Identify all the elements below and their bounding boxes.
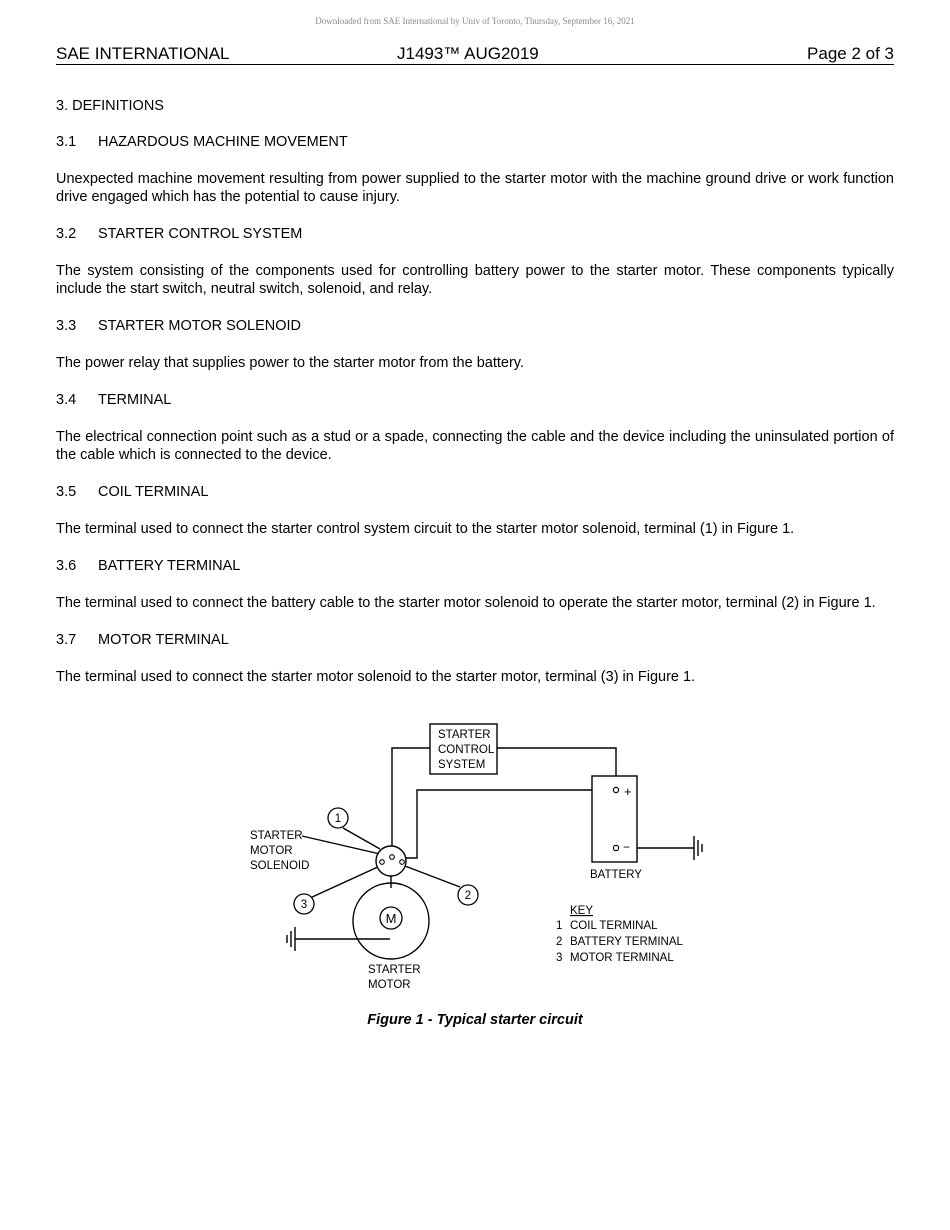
solenoid-label-line: MOTOR xyxy=(250,845,293,857)
callout-number: 2 xyxy=(464,890,472,902)
definition-title: STARTER MOTOR SOLENOID xyxy=(98,318,302,334)
key-number: 1 xyxy=(556,920,563,932)
definition-title: BATTERY TERMINAL xyxy=(98,558,241,574)
definition-heading xyxy=(56,133,894,151)
callout-1-leader xyxy=(343,828,380,849)
definition-heading xyxy=(56,391,894,409)
ground-icon xyxy=(694,836,702,860)
callout-2-leader xyxy=(405,866,460,887)
callout-number: 1 xyxy=(334,813,342,825)
key-label: MOTOR TERMINAL xyxy=(570,952,674,964)
definition-number: 3.6 xyxy=(56,558,77,574)
definition-text: Unexpected machine movement resulting from power supplied to the starter motor with the machine ground drive or work function drive engaged which has the potential to cause injury. xyxy=(56,171,894,205)
control-box-line: STARTER xyxy=(438,729,491,741)
definition-text: The terminal used to connect the starter control system circuit to the starter motor solenoid, terminal (1) in Figure 1. xyxy=(56,521,795,537)
header-page-number: Page 2 of 3 xyxy=(807,44,894,63)
definition-heading xyxy=(56,225,894,243)
definition-title: STARTER CONTROL SYSTEM xyxy=(98,226,303,242)
battery-label: BATTERY xyxy=(590,869,642,881)
battery-positive-cable xyxy=(402,790,616,858)
key-label: BATTERY TERMINAL xyxy=(570,936,683,948)
starter-circuit-figure xyxy=(240,718,720,1003)
solenoid-label-line: STARTER xyxy=(250,830,303,842)
definition-heading xyxy=(56,317,894,335)
definition-title: HAZARDOUS MACHINE MOVEMENT xyxy=(98,134,348,150)
header-document-number: J1493™ AUG2019 xyxy=(397,44,539,63)
battery-negative-terminal xyxy=(613,845,618,850)
download-note: Downloaded from SAE International by Univ of Toronto, Thursday, September 16, 2021 xyxy=(315,16,635,26)
motor-symbol: M xyxy=(385,911,397,926)
header-organization: SAE INTERNATIONAL xyxy=(56,44,230,63)
battery-plus-sign: + xyxy=(624,784,632,799)
coil-terminal-dot xyxy=(390,855,395,860)
solenoid-label-leader xyxy=(302,836,380,854)
solenoid-label-line: SOLENOID xyxy=(250,860,310,872)
definition-text: The terminal used to connect the battery cable to the starter motor solenoid to operate the starter motor, terminal (2) in Figure 1. xyxy=(56,595,876,611)
definition-title: COIL TERMINAL xyxy=(98,484,209,500)
definition-heading xyxy=(56,483,894,501)
key-label: COIL TERMINAL xyxy=(570,920,658,932)
motor-label-line: STARTER xyxy=(368,964,421,976)
section-title: 3. DEFINITIONS xyxy=(56,98,164,114)
battery-positive-terminal xyxy=(613,787,618,792)
ground-icon xyxy=(287,927,295,951)
battery-minus-sign: − xyxy=(623,840,631,854)
definition-number: 3.1 xyxy=(56,134,77,150)
definition-number: 3.3 xyxy=(56,318,77,334)
definition-title: TERMINAL xyxy=(98,392,172,408)
motor-terminal-dot xyxy=(380,860,385,865)
definition-text: The power relay that supplies power to the starter motor from the battery. xyxy=(56,355,524,371)
definition-title: MOTOR TERMINAL xyxy=(98,632,229,648)
battery-terminal-dot xyxy=(400,860,405,865)
definition-heading xyxy=(56,631,894,649)
document-body xyxy=(56,97,894,705)
definition-text: The electrical connection point such as a stud or a spade, connecting the cable and the device including the uninsulated portion of the cable which is connected to the device. xyxy=(56,429,894,463)
definition-text: The system consisting of the components used for controlling battery power to the starter motor. These components typically include the start switch, neutral switch, solenoid, and relay. xyxy=(56,263,894,297)
control-wire-left xyxy=(392,748,430,858)
key-number: 2 xyxy=(556,936,563,948)
callout-3-leader xyxy=(310,866,380,898)
callout-number: 3 xyxy=(300,899,308,911)
starter-circuit-diagram xyxy=(240,718,720,1003)
definition-number: 3.2 xyxy=(56,226,77,242)
key-title: KEY xyxy=(570,905,594,917)
definition-number: 3.5 xyxy=(56,484,77,500)
definition-number: 3.4 xyxy=(56,392,77,408)
figure-caption: Figure 1 - Typical starter circuit xyxy=(367,1012,583,1028)
definition-text: The terminal used to connect the starter motor solenoid to the starter motor, terminal (3) in Figure 1. xyxy=(56,669,696,685)
key-number: 3 xyxy=(556,952,563,964)
control-wire-right xyxy=(497,748,616,776)
control-box-line: SYSTEM xyxy=(438,759,486,771)
page-header xyxy=(56,44,894,65)
definition-heading xyxy=(56,557,894,575)
motor-label-line: MOTOR xyxy=(368,979,411,991)
definition-number: 3.7 xyxy=(56,632,77,648)
control-box-line: CONTROL xyxy=(438,744,495,756)
